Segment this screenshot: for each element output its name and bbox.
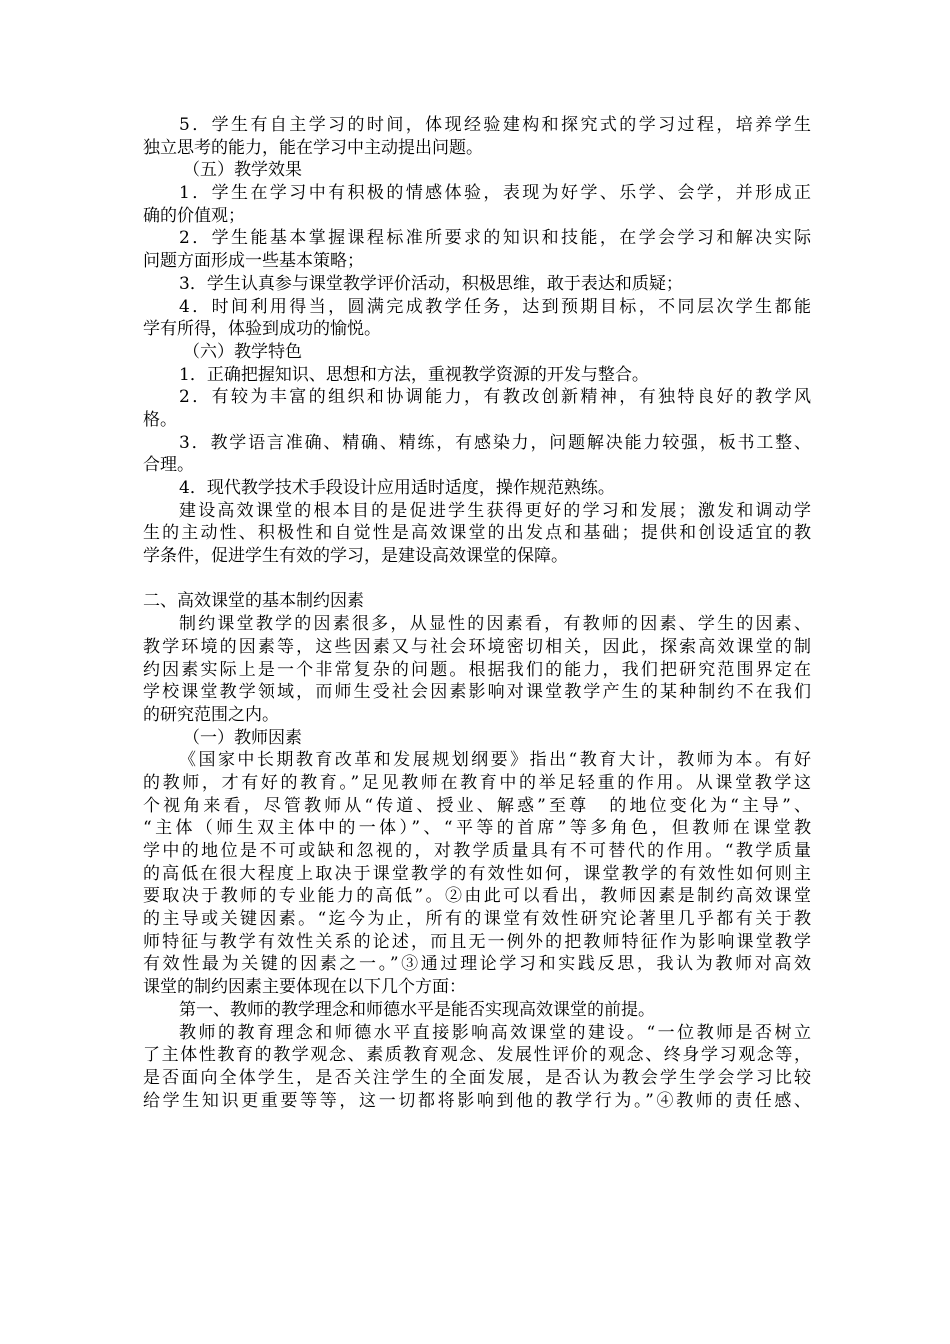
text-line: 独立思考的能力，能在学习中主动提出问题。 [143, 137, 483, 158]
text-line: 1．学生在学习中有积极的情感体验，表现为好学、乐学、会学，并形成正 [179, 183, 811, 204]
text-line: 师特征与教学有效性关系的论述，而且无一例外的把教师特征作为影响课堂教学 [143, 931, 811, 952]
text-line: 4．现代教学技术手段设计应用适时适度，操作规范熟练。 [179, 478, 615, 498]
text-line: 是否面向全体学生，是否关注学生的全面发展，是否认为教会学生学会学习比较 [143, 1067, 811, 1088]
text-line: 3．学生认真参与课堂教学评价活动，积极思维，敢于表达和质疑； [179, 273, 683, 294]
text-line: 约因素实际上是一个非常复杂的问题。根据我们的能力，我们把研究范围界定在 [143, 659, 811, 680]
text-line: 学校课堂教学领域，而师生受社会因素影响对课堂教学产生的某种制约不在我们 [143, 682, 811, 703]
text-line: 教学环境的因素等，这些因素又与社会环境密切相关，因此，探索高效课堂的制 [143, 636, 811, 657]
text-line: 个视角来看，尽管教师从“传道、授业、解惑”至尊 的地位变化为“主导”、 [143, 795, 811, 816]
text-line: 有效性最为关键的因素之一。”③通过理论学习和实践反思，我认为教师对高效 [143, 954, 811, 975]
text-line: 给学生知识更重要等等，这一切都将影响到他的教学行为。”④教师的责任感、 [143, 1090, 811, 1111]
text-line: 生的主动性、积极性和自觉性是高效课堂的出发点和基础；提供和创设适宜的教 [143, 523, 811, 544]
text-line: 2．有较为丰富的组织和协调能力，有教改创新精神，有独特良好的教学风 [179, 387, 811, 408]
blank-line [143, 568, 811, 591]
text-line: 1．正确把握知识、思想和方法，重视教学资源的开发与整合。 [179, 364, 649, 385]
text-line: 5．学生有自主学习的时间，体现经验建构和探究式的学习过程，培养学生 [179, 115, 811, 135]
text-line: 建设高效课堂的根本目的是促进学生获得更好的学习和发展；激发和调动学 [179, 500, 811, 521]
text-line: 3．教学语言准确、精确、精练，有感染力，问题解决能力较强，板书工整、 [179, 432, 811, 453]
text-line: 第一、教师的教学理念和师德水平是能否实现高效课堂的前提。 [179, 999, 655, 1020]
text-line: 了主体性教育的教学观念、素质教育观念、发展性评价的观念、终身学习观念等， [143, 1045, 811, 1066]
text-line: “主体（师生双主体中的一体）”、“平等的首席”等多角色，但教师在课堂教 [143, 818, 811, 839]
text-line: （六）教学特色 [183, 341, 302, 362]
text-line: 的高低在很大程度上取决于课堂教学的有效性如何，课堂教学的有效性如何则主 [143, 863, 811, 884]
text-line: 课堂的制约因素主要体现在以下几个方面： [143, 977, 466, 998]
text-line: 学中的地位是不可或缺和忽视的，对教学质量具有不可替代的作用。“教学质量 [143, 841, 811, 861]
text-line: 2．学生能基本掌握课程标准所要求的知识和技能，在学会学习和解决实际 [179, 228, 811, 249]
text-line: 的主导或关键因素。“迄今为止，所有的课堂有效性研究论著里几乎都有关于教 [143, 909, 811, 930]
text-line: 学有所得，体验到成功的愉悦。 [143, 319, 381, 340]
text-line: 制约课堂教学的因素很多，从显性的因素看，有教师的因素、学生的因素、 [179, 614, 811, 635]
text-line: 问题方面形成一些基本策略； [143, 251, 364, 272]
text-line: （五）教学效果 [183, 160, 302, 181]
text-line: 的教师，才有好的教育。”足见教师在教育中的举足轻重的作用。从课堂教学这 [143, 772, 811, 793]
text-line: 二、高效课堂的基本制约因素 [143, 591, 364, 612]
text-line: 合理。 [143, 455, 194, 476]
text-line: 要取决于教师的专业能力的高低”。②由此可以看出，教师因素是制约高效课堂 [143, 886, 811, 907]
text-line: 《国家中长期教育改革和发展规划纲要》指出“教育大计，教师为本。有好 [179, 750, 811, 771]
text-line: 格。 [143, 409, 177, 430]
text-line: 教师的教育理念和师德水平直接影响高效课堂的建设。“一位教师是否树立 [179, 1022, 811, 1043]
text-line: 4．时间利用得当，圆满完成教学任务，达到预期目标，不同层次学生都能 [179, 296, 811, 317]
text-line: （一）教师因素 [183, 727, 302, 748]
text-line: 的研究范围之内。 [143, 704, 279, 725]
text-line: 学条件，促进学生有效的学习，是建设高效课堂的保障。 [143, 546, 568, 567]
text-line: 确的价值观； [143, 205, 245, 226]
document-page [143, 114, 811, 1112]
